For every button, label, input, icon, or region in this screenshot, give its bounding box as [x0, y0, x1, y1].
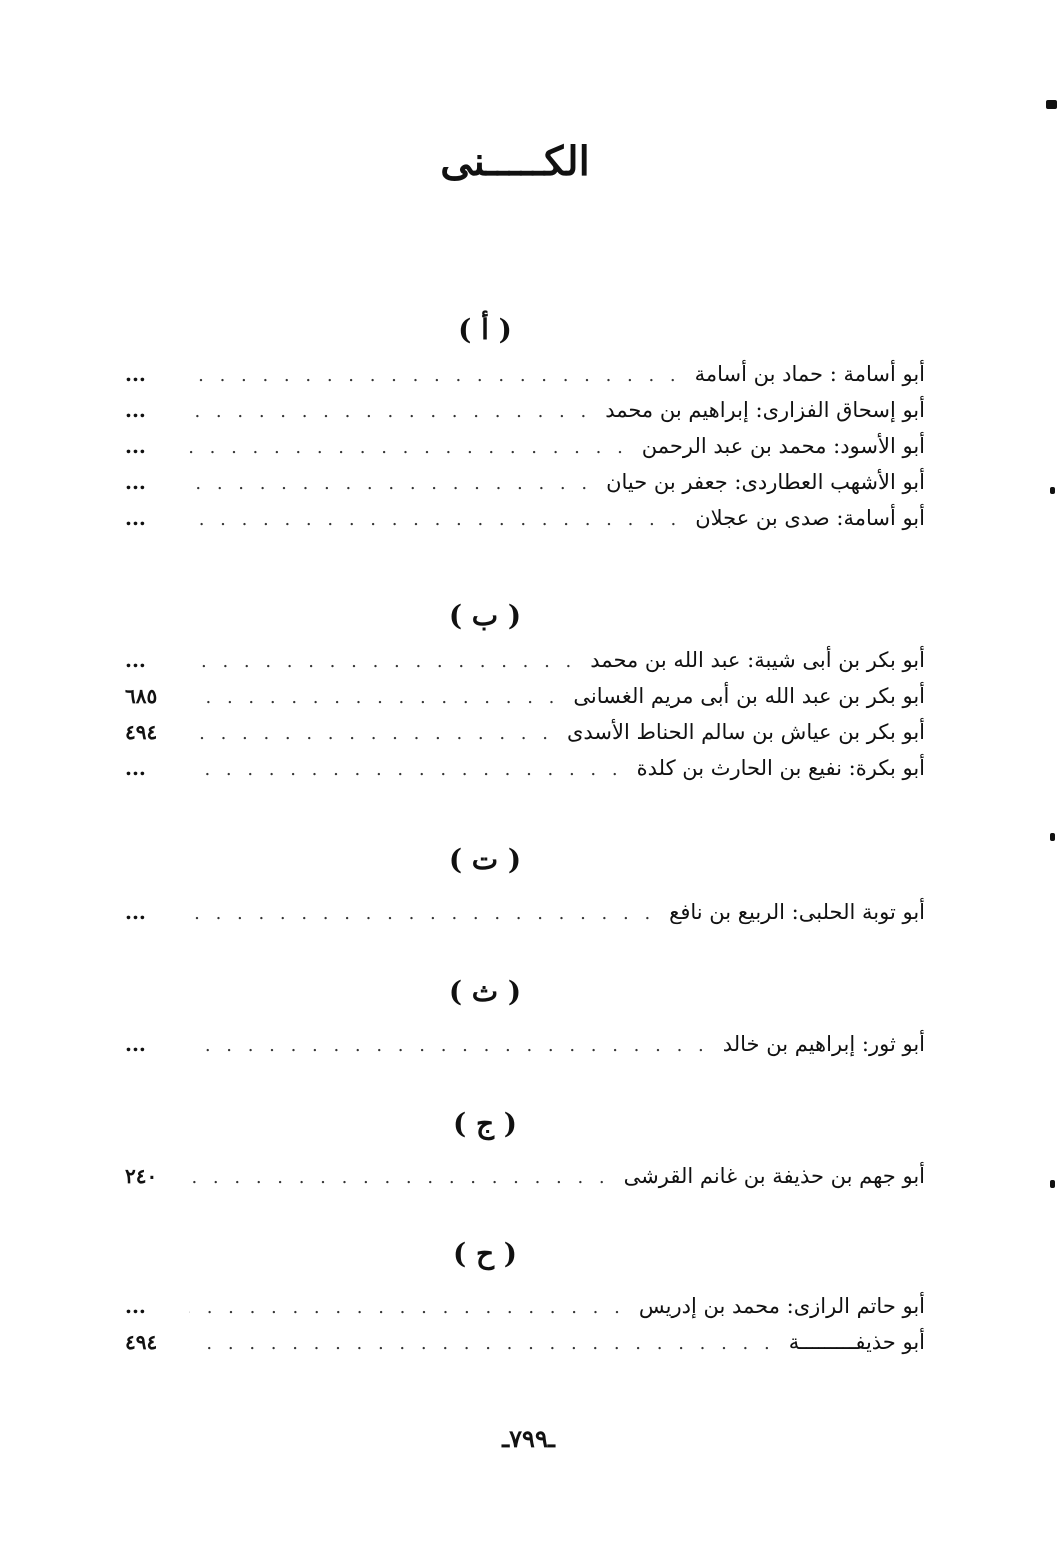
index-entry — [125, 428, 925, 464]
entry-list — [125, 1026, 925, 1062]
section-heading: ( ت ) — [448, 843, 522, 876]
index-entry — [125, 1288, 925, 1324]
entry-page-number: ٦٨٥ — [125, 684, 158, 708]
entry-name: أبو حاتم الرازى: محمد بن إدريس — [638, 1294, 925, 1318]
section-tha — [125, 972, 925, 1062]
leader-dots — [189, 430, 628, 466]
entry-name: أبو بكر بن أبى شيبة: عبد الله بن محمد — [590, 648, 925, 672]
entry-page-number: ... — [125, 434, 146, 458]
entry-page-number: ٤٩٤ — [125, 720, 158, 744]
entry-name: أبو إسحاق الفزارى: إبراهيم بن محمد — [605, 398, 925, 422]
section-heading: ( ب ) — [448, 599, 522, 632]
entry-name: أبو بكر بن عبد الله بن أبى مريم الغسانى — [573, 684, 925, 708]
entry-list — [125, 356, 925, 536]
index-entry — [125, 642, 925, 678]
leader-dots — [189, 1290, 625, 1326]
index-entry — [125, 750, 925, 786]
index-entry — [125, 500, 925, 536]
entry-page-number: ... — [125, 756, 146, 780]
index-entry — [125, 1026, 925, 1062]
page-title: الكـــــنى — [440, 138, 590, 185]
index-entry — [125, 1158, 925, 1194]
section-heading: ( ج ) — [452, 1107, 518, 1140]
leader-dots — [189, 644, 576, 680]
entry-page-number: ٢٤٠ — [125, 1164, 158, 1188]
entry-page-number: ... — [125, 900, 146, 924]
entry-name: أبو جهم بن حذيفة بن غانم القرشى — [623, 1164, 925, 1188]
index-entry — [125, 1324, 925, 1360]
entry-name: أبو الأشهب العطاردى: جعفر بن حيان — [606, 470, 925, 494]
entry-page-number: ... — [125, 506, 146, 530]
section-alif — [125, 310, 925, 536]
entry-name: أبو ثور: إبراهيم بن خالد — [722, 1032, 925, 1056]
leader-dots — [189, 896, 655, 932]
entry-name: أبو حذيفـــــــــة — [788, 1330, 925, 1354]
scan-edge-mark — [1050, 487, 1055, 494]
entry-page-number: ... — [125, 1032, 146, 1056]
leader-dots — [189, 358, 681, 394]
leader-dots — [189, 1326, 775, 1362]
leader-dots — [189, 680, 559, 716]
leader-dots — [189, 502, 681, 538]
section-ha — [125, 1234, 925, 1360]
entry-name: أبو أسامة : حماد بن أسامة — [694, 362, 925, 386]
entry-page-number: ... — [125, 470, 146, 494]
leader-dots — [189, 466, 592, 502]
section-ta — [125, 840, 925, 930]
leader-dots — [189, 752, 623, 788]
leader-dots — [189, 716, 553, 752]
scan-edge-mark — [1050, 1180, 1055, 1188]
entry-page-number: ... — [125, 648, 146, 672]
index-entry — [125, 356, 925, 392]
section-heading: ( ح ) — [452, 1237, 518, 1270]
section-heading: ( ث ) — [448, 975, 522, 1008]
entry-name: أبو الأسود: محمد بن عبد الرحمن — [641, 434, 925, 458]
section-ba — [125, 596, 925, 786]
entry-page-number: ... — [125, 398, 146, 422]
entry-list — [125, 642, 925, 786]
entry-name: أبو بكرة: نفيع بن الحارث بن كلدة — [636, 756, 925, 780]
index-entry — [125, 464, 925, 500]
entry-list — [125, 894, 925, 930]
entry-list — [125, 1158, 925, 1194]
entry-page-number: ٤٩٤ — [125, 1330, 158, 1354]
index-entry — [125, 714, 925, 750]
section-heading: ( أ ) — [458, 313, 512, 346]
leader-dots — [189, 394, 591, 430]
entry-name: أبو أسامة: صدى بن عجلان — [695, 506, 925, 530]
leader-dots — [189, 1028, 709, 1064]
entry-list — [125, 1288, 925, 1360]
scan-edge-mark — [1046, 100, 1057, 109]
index-entry — [125, 678, 925, 714]
section-jim — [125, 1104, 925, 1194]
entry-page-number: ... — [125, 1294, 146, 1318]
entry-name: أبو توبة الحلبى: الربيع بن نافع — [669, 900, 925, 924]
scan-edge-mark — [1050, 833, 1055, 841]
index-entry — [125, 392, 925, 428]
entry-page-number: ... — [125, 362, 146, 386]
entry-name: أبو بكر بن عياش بن سالم الحناط الأسدى — [566, 720, 925, 744]
index-entry — [125, 894, 925, 930]
page-number-footer: ـ٧٩٩ـ — [502, 1424, 555, 1453]
leader-dots — [189, 1160, 610, 1196]
